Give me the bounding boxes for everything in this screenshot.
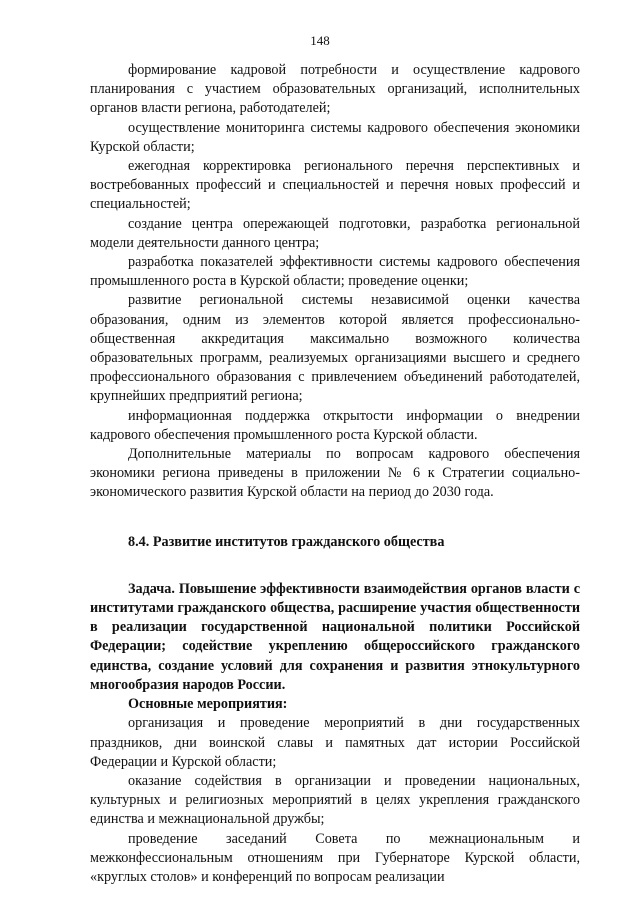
main-activities-heading: Основные мероприятия: — [128, 696, 288, 713]
section-heading: 8.4. Развитие институтов гражданского общества — [128, 533, 445, 550]
list-item: развитие региональной системы независимой оценки качества образования, одним из элементов которой является профессионально-общественная аккредитация максимально возможного количества образовательных программ, реализуемых организациями высшего и среднего профессионального образования с привлечением объединений работодателей, крупнейших предприятий региона; — [90, 292, 580, 405]
page-content — [90, 61, 580, 887]
list-item: оказание содействия в организации и проведении национальных, культурных и религиозных мероприятий в целях укрепления гражданского единства и межнациональной дружбы; — [90, 772, 580, 828]
additional-note: Дополнительные материалы по вопросам кадрового обеспечения экономики региона приведены в приложении № 6 к Стратегии социально-экономического развития Курской области на период до 2030 года. — [90, 446, 580, 501]
list-item: организация и проведение мероприятий в дни государственных праздников, дни воинской славы и памятных дат истории Российской Федерации и Курской области; — [90, 715, 580, 770]
list-item: информационная поддержка открытости информации о внедрении кадрового обеспечения промышленного роста Курской области. — [90, 407, 580, 443]
list-item: формирование кадровой потребности и осуществление кадрового планирования с участием образовательных организаций, исполнительных органов власти региона, работодателей; — [90, 62, 580, 117]
list-group-2 — [90, 714, 580, 887]
list-item: разработка показателей эффективности системы кадрового обеспечения промышленного роста в Курской области; проведение оценки; — [90, 254, 580, 290]
list-item: ежегодная корректировка регионального перечня перспективных и востребованных профессий и специальностей и перечня новых профессий и специальностей; — [90, 158, 580, 213]
list-item: создание центра опережающей подготовки, разработка региональной модели деятельности данного центра; — [90, 215, 580, 251]
page-number: 148 — [310, 33, 330, 48]
task-statement: Задача. Повышение эффективности взаимодействия органов власти с институтами гражданского общества, расширение участия общественности в реализации государственной национальной политики Российской Федерации; содействие укреплению общероссийского гражданского единства, создание условий для сохранения и развития этнокультурного многообразия народов России. — [90, 580, 580, 693]
list-item: осуществление мониторинга системы кадрового обеспечения экономики Курской области; — [90, 119, 580, 155]
list-item: проведение заседаний Совета по межнациональным и межконфессиональным отношениям при Губернаторе Курской области, «круглых столов» и конференций по вопросам реализации — [90, 830, 580, 885]
list-group-1 — [90, 61, 580, 445]
